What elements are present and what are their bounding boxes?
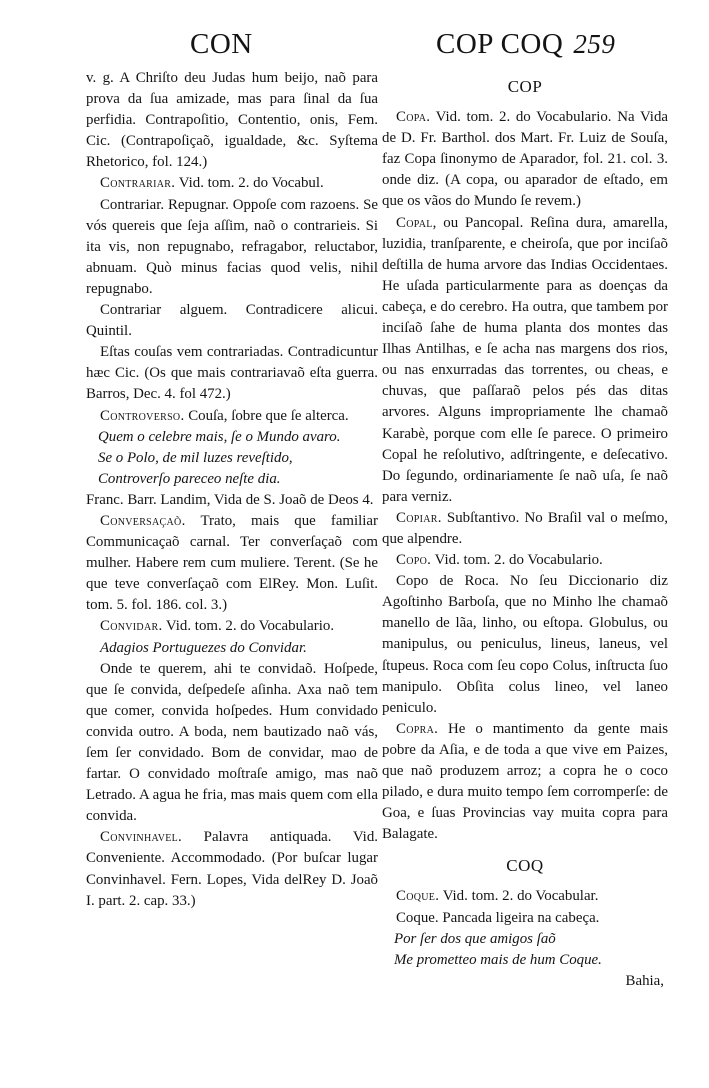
entry-copo-de-roca: Copo de Roca. No ſeu Diccionario diz Agoſtinho Barboſa, que no Minho lhe chamaõ manello de lãa, linho, ou eſtopa. Globulus, ou manipulus, ou peniculus, lineus, laneus, vel ſtupeus. Roca com ſeu copo Colus, inſtructa ſuo manipulo. Obſita colus lineo, vel laneo peniculo. — [382, 573, 668, 716]
entry-text: He o mantimento da gente mais pobre da Aſia, e de toda a que vive em Paizes, que naõ produzem arroz; a copra he o coco pilado, e dura muito tempo ſem corromperſe: de Goa, e ſuas Provincias vay muita copra para Balagate. — [382, 720, 668, 843]
running-head-right-text: COP COQ — [436, 28, 564, 60]
headword: Coque. — [396, 888, 440, 905]
verse-line: Me prometteo mais de hum Coque. — [394, 951, 602, 968]
headword: Contrariar. — [100, 175, 176, 192]
entry-text: , ou Pancopal. Reſina dura, amarella, luzidia, tranſparente, e cheiroſa, que por inciſaõ deſtilla de huma arvore das Indias Occidentaes. He uſada particularmente para as doenças da cabeça, e do cerebro. Ha outra, que tambem por inciſaõ ſahe de huma planta dos montes das Ilhas Antilhas, e ſe acha nas margens dos rios, ou nas enxurradas das torrentes, ou cheas, e chuvas, que paſſaraõ pelos pés das ditas arvores. Alguns impropriamente lhe chamaõ Karabè, porque com elle ſe parece. O primeiro Copal he reſolutivo, adſtringente, e deſecativo. Do ſegundo, ordinariamente ſe naõ uſa, ſe naõ para verniz. — [382, 214, 668, 505]
entry-controverso — [86, 406, 378, 427]
verse-line: Se o Polo, de mil luzes reveſtido, — [98, 449, 293, 466]
section-heading-cop: COP — [507, 77, 543, 96]
entry-contrariar-repugnar: Contrariar. Repugnar. Oppoſe com razoens. Se vós quereis que ſeja aſſim, naõ o contrarieis. Si ita vis, non repugnabo, refragabor, reluctabor, abnuam. Quò minus facias quod velis, nihil repugnabo. — [86, 196, 378, 297]
entry-text: Vid. tom. 2. do Vocabulario. — [162, 618, 335, 635]
entry-copra — [382, 719, 668, 846]
entry-copal — [382, 213, 668, 508]
headword: Convidar. — [100, 618, 163, 635]
headword: Controverso. — [100, 407, 185, 424]
headword: Copo. — [396, 552, 432, 569]
entry-convidar — [86, 616, 378, 637]
running-head-right — [436, 28, 615, 61]
headword: Convinhavel. — [100, 829, 183, 846]
left-column — [86, 68, 378, 912]
entry-copiar — [382, 508, 668, 550]
entry-text: Palavra antiquada. Vid. Conveniente. Accommodado. (Por buſcar lugar Convinhavel. Fern. Lopes, Vida delRey D. Joaõ I. part. 2. cap. 33.) — [86, 829, 378, 909]
entry-coque-pancada: Coque. Pancada ligeira na cabeça. — [396, 909, 600, 926]
entry-text: Vid. tom. 2. do Vocabulario. Na Vida de D. Fr. Barthol. dos Mart. Fr. Luiz de Souſa, faz Copa ſinonymo de Aparador, fol. 21. col. 3. onde diz. (A copa, ou aparador de eſtado, em que os vãos do Mundo ſe revem.) — [382, 109, 668, 210]
entry-text: Couſa, ſobre que ſe altercа. — [184, 407, 349, 424]
verse-line: Quem o celebre mais, ſe o Mundo avaro. — [98, 428, 341, 445]
section-heading-coq: COQ — [506, 856, 544, 876]
entry-conversacao — [86, 511, 378, 616]
right-column — [382, 68, 668, 992]
entry-text: Trato, mais que familiar Communicaçaõ carnal. Ter converſaçaõ com mulher. Habere rem cum muliere. Terent. (Se he que teve converſaçaõ com ElRey. Mon. Luſit. tom. 5. fol. 186. col. 3.) — [86, 512, 378, 614]
verse-line: Por ſer dos que amigos ſaõ — [394, 930, 556, 947]
entry-text: Subſtantivo. No Braſil val o meſmo, que alpendre. — [382, 509, 668, 547]
entry-copa — [382, 107, 668, 212]
entry-text: Vid. tom. 2. do Vocabular. — [439, 888, 599, 905]
running-head-left: CON — [190, 28, 253, 60]
entry-copo — [382, 550, 668, 571]
entry-text: Vid. tom. 2. do Vocabul. — [175, 175, 324, 192]
entry-contrariar-ref — [86, 173, 378, 194]
verse-line: Controverſo pareceo neſte dia. — [98, 470, 281, 487]
headword: Copra. — [396, 720, 439, 737]
entry-text: Vid. tom. 2. do Vocabulario. — [431, 552, 603, 569]
entry-contrariar-alguem: Contrariar alguem. Contradicere alicui. Quintil. — [86, 302, 378, 340]
headword: Copa. — [396, 109, 431, 126]
verse-source: Bahia, — [625, 972, 664, 989]
entry-convinhavel — [86, 827, 378, 911]
headword: Copal — [396, 214, 433, 231]
adagios-heading: Adagios Portuguezes do Convidar. — [100, 639, 307, 656]
headword: Copiar. — [396, 509, 442, 526]
entry-contrariadas: Eſtas couſas vem contrariadas. Contradicuntur hæc Cic. (Os que mais contrariavaõ eſta guerra. Barros, Dec. 4. fol 472.) — [86, 344, 378, 403]
verse-source: Franc. Barr. Landim, Vida de S. Joaõ de Deos 4. — [86, 491, 374, 508]
headword: Conversaçaõ. — [100, 512, 186, 529]
entry-contrapositio: v. g. A Chriſto deu Judas hum beijo, naõ para prova da ſua amizade, mas para ſinal da ſua perfidia. Contrapoſitio, Contentio, onis, Fem. Cic. (Contrapoſiçaõ, igualdade, &c. Syſtema Rhetorico, fol. 124.) — [86, 70, 378, 171]
entry-adagios: Onde te querem, ahi te convidaõ. Hoſpede, que ſe convida, deſpedeſe aſinha. Axa naõ tem que comer, convida hoſpedes. Hum convidado convida outro. A boda, nem bautizado naõ vás, ſem ſer convidado. Bom de convidar, mao de fartar. O convidado moſtraſe amigo, mas naõ Letrado. A agua he fria, mas mais quem com ella convida. — [86, 660, 378, 825]
entry-coque — [382, 886, 668, 907]
page-number: 259 — [573, 29, 616, 59]
